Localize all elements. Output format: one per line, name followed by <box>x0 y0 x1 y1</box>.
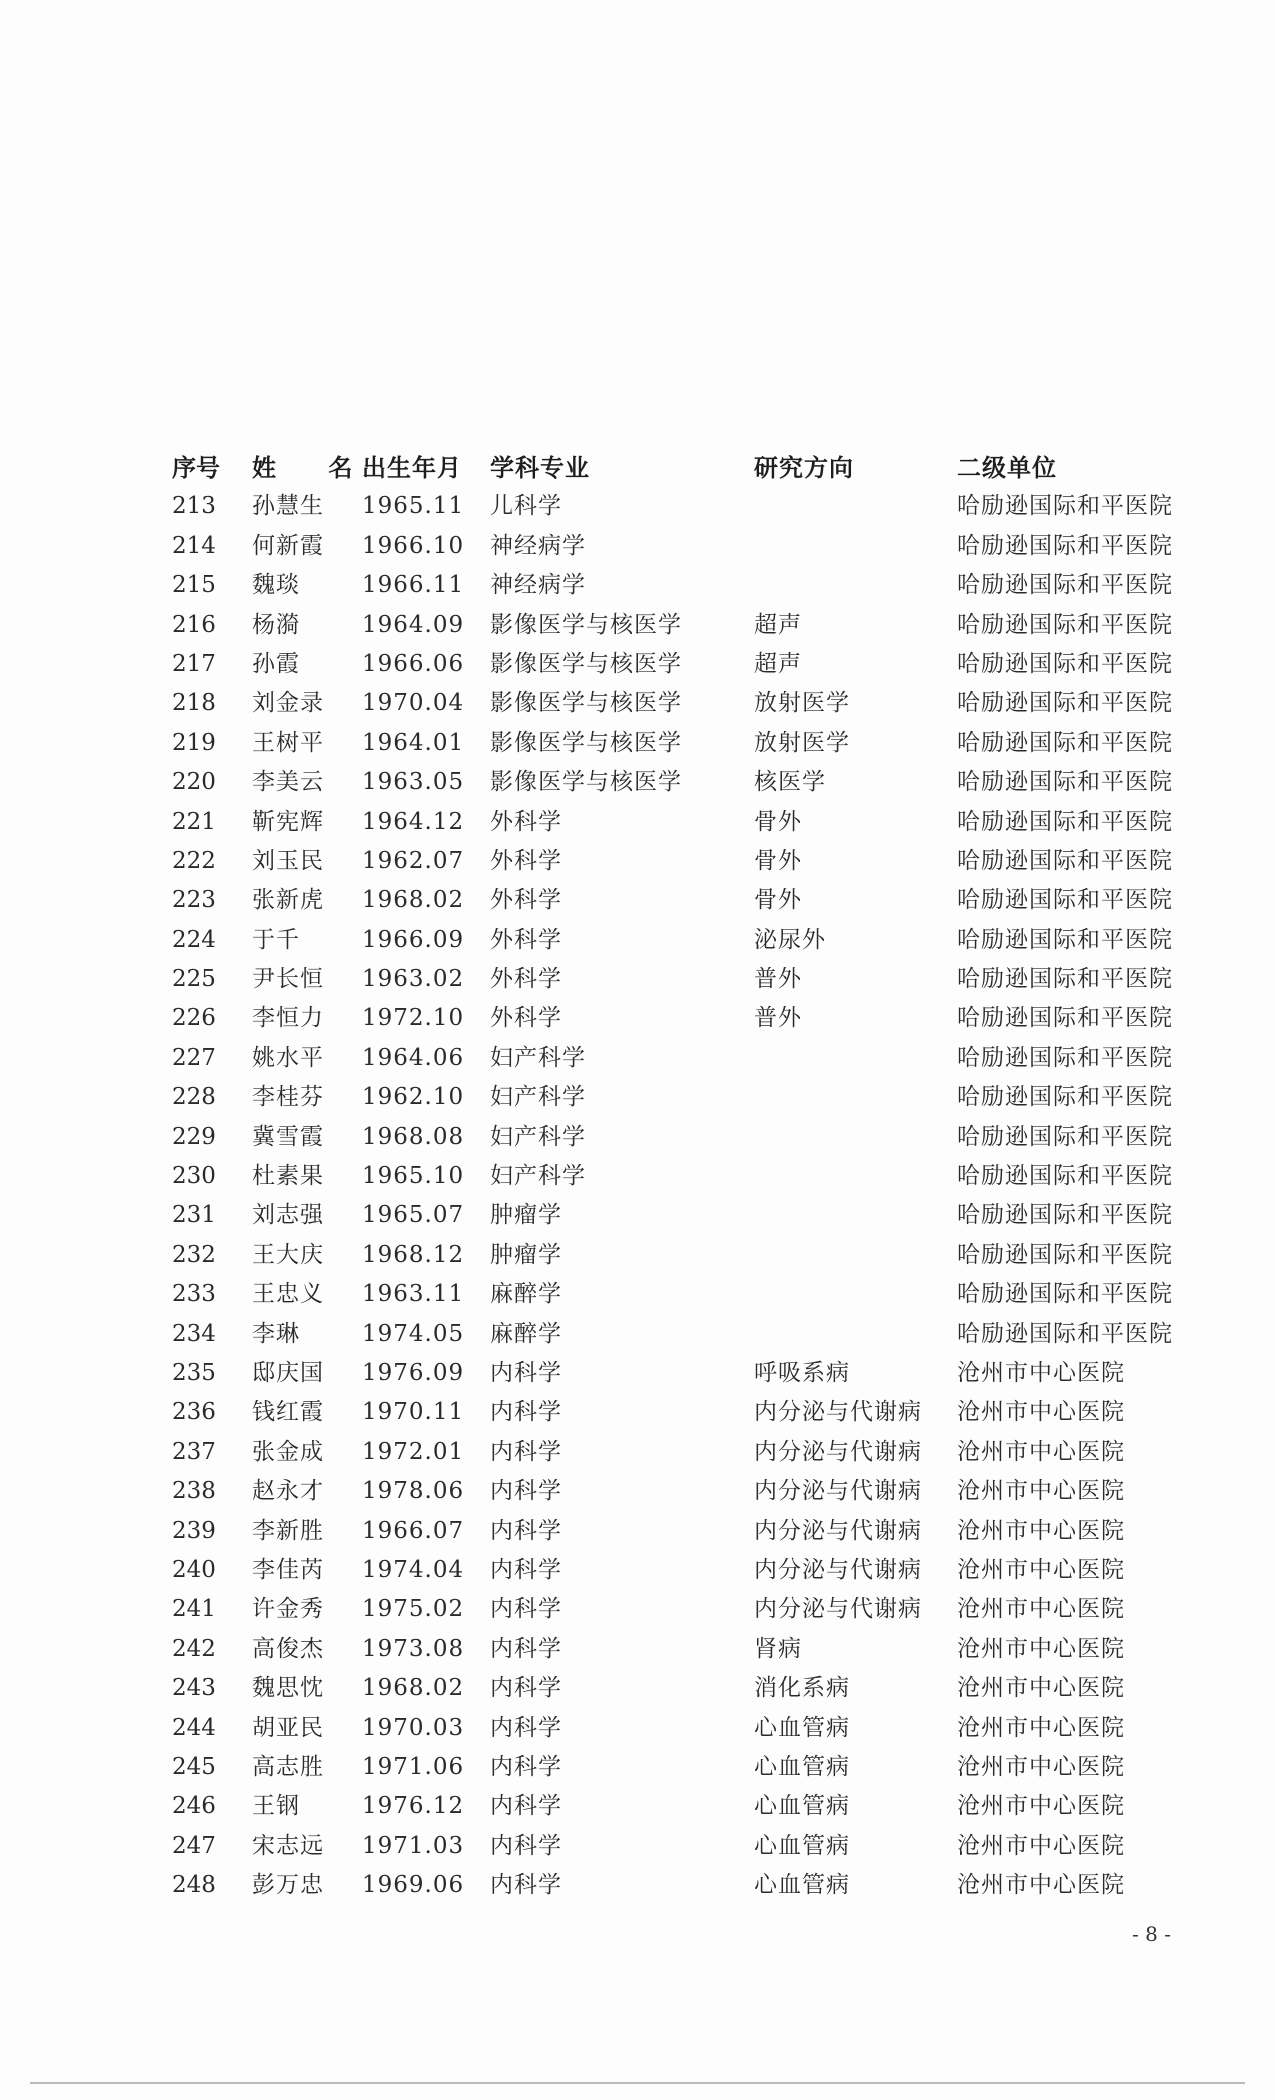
cell-unit: 哈励逊国际和平医院 <box>957 769 1173 796</box>
table-row <box>172 1669 1192 1708</box>
cell-unit: 哈励逊国际和平医院 <box>957 729 1173 756</box>
table-row <box>172 1551 1192 1590</box>
cell-unit: 沧州市中心医院 <box>957 1478 1125 1505</box>
cell-name: 赵永才 <box>252 1478 324 1505</box>
cell-name: 何新霞 <box>252 532 324 559</box>
cell-num: 235 <box>172 1359 216 1386</box>
cell-name: 邸庆国 <box>252 1359 324 1386</box>
cell-name: 宋志远 <box>252 1832 324 1859</box>
cell-num: 214 <box>172 532 216 559</box>
cell-name: 杨漪 <box>252 611 300 638</box>
cell-birth: 1968.12 <box>362 1241 465 1268</box>
cell-direction: 泌尿外 <box>754 926 826 953</box>
cell-birth: 1962.07 <box>362 847 465 874</box>
cell-unit: 哈励逊国际和平医院 <box>957 650 1173 677</box>
table-row <box>172 763 1192 802</box>
cell-direction: 心血管病 <box>754 1793 850 1820</box>
table-row <box>172 881 1192 920</box>
table-row <box>172 566 1192 605</box>
cell-birth: 1963.02 <box>362 966 465 993</box>
cell-name: 胡亚民 <box>252 1714 324 1741</box>
cell-field: 内科学 <box>490 1438 562 1465</box>
cell-field: 外科学 <box>490 808 562 835</box>
cell-field: 影像医学与核医学 <box>490 769 682 796</box>
cell-unit: 哈励逊国际和平医院 <box>957 926 1173 953</box>
table-row <box>172 1078 1192 1117</box>
bottom-divider <box>30 2082 1245 2084</box>
cell-birth: 1972.10 <box>362 1005 465 1032</box>
cell-birth: 1969.06 <box>362 1872 465 1899</box>
cell-name: 高志胜 <box>252 1753 324 1780</box>
header-num: 序号 <box>172 453 220 482</box>
cell-direction: 骨外 <box>754 887 802 914</box>
table-row <box>172 1787 1192 1826</box>
cell-field: 神经病学 <box>490 532 586 559</box>
header-name: 姓 名 <box>252 453 375 482</box>
cell-direction: 超声 <box>754 611 802 638</box>
cell-field: 影像医学与核医学 <box>490 611 682 638</box>
cell-unit: 哈励逊国际和平医院 <box>957 887 1173 914</box>
cell-num: 244 <box>172 1714 216 1741</box>
cell-birth: 1970.11 <box>362 1399 465 1426</box>
cell-field: 内科学 <box>490 1872 562 1899</box>
cell-field: 内科学 <box>490 1832 562 1859</box>
cell-direction: 心血管病 <box>754 1714 850 1741</box>
cell-unit: 哈励逊国际和平医院 <box>957 1123 1173 1150</box>
cell-field: 内科学 <box>490 1753 562 1780</box>
cell-name: 李新胜 <box>252 1517 324 1544</box>
cell-field: 影像医学与核医学 <box>490 729 682 756</box>
cell-num: 225 <box>172 966 216 993</box>
cell-name: 李桂芬 <box>252 1084 324 1111</box>
cell-name: 孙霞 <box>252 650 300 677</box>
cell-unit: 哈励逊国际和平医院 <box>957 1163 1173 1190</box>
cell-direction: 内分泌与代谢病 <box>754 1478 922 1505</box>
cell-name: 钱红霞 <box>252 1399 324 1426</box>
cell-name: 姚水平 <box>252 1044 324 1071</box>
table-row <box>172 487 1192 526</box>
table-row <box>172 999 1192 1038</box>
cell-direction: 放射医学 <box>754 729 850 756</box>
cell-num: 220 <box>172 769 216 796</box>
cell-num: 229 <box>172 1123 216 1150</box>
table-row <box>172 1118 1192 1157</box>
cell-num: 226 <box>172 1005 216 1032</box>
cell-direction: 心血管病 <box>754 1832 850 1859</box>
cell-field: 外科学 <box>490 966 562 993</box>
cell-birth: 1970.04 <box>362 690 465 717</box>
cell-name: 王树平 <box>252 729 324 756</box>
cell-birth: 1966.10 <box>362 532 465 559</box>
header-direction: 研究方向 <box>754 453 854 482</box>
cell-name: 张金成 <box>252 1438 324 1465</box>
cell-birth: 1966.07 <box>362 1517 465 1544</box>
cell-birth: 1975.02 <box>362 1596 465 1623</box>
cell-num: 216 <box>172 611 216 638</box>
cell-unit: 哈励逊国际和平医院 <box>957 1044 1173 1071</box>
cell-name: 尹长恒 <box>252 966 324 993</box>
cell-num: 236 <box>172 1399 216 1426</box>
page-number: - 8 - <box>1132 1922 1171 1946</box>
cell-direction: 普外 <box>754 1005 802 1032</box>
cell-field: 麻醉学 <box>490 1281 562 1308</box>
cell-name: 李美云 <box>252 769 324 796</box>
cell-name: 杜素果 <box>252 1163 324 1190</box>
cell-unit: 哈励逊国际和平医院 <box>957 1005 1173 1032</box>
table-row <box>172 1630 1192 1669</box>
cell-birth: 1971.03 <box>362 1832 465 1859</box>
cell-unit: 哈励逊国际和平医院 <box>957 1320 1173 1347</box>
table-row <box>172 1433 1192 1472</box>
header-field: 学科专业 <box>490 453 590 482</box>
cell-num: 240 <box>172 1556 216 1583</box>
cell-num: 227 <box>172 1044 216 1071</box>
cell-num: 222 <box>172 847 216 874</box>
table-row <box>172 1590 1192 1629</box>
table-header-row <box>172 448 1192 487</box>
cell-num: 243 <box>172 1675 216 1702</box>
cell-direction: 超声 <box>754 650 802 677</box>
table-row <box>172 527 1192 566</box>
cell-unit: 哈励逊国际和平医院 <box>957 1281 1173 1308</box>
cell-name: 彭万忠 <box>252 1872 324 1899</box>
cell-name: 张新虎 <box>252 887 324 914</box>
cell-unit: 哈励逊国际和平医院 <box>957 847 1173 874</box>
cell-name: 刘玉民 <box>252 847 324 874</box>
cell-birth: 1968.02 <box>362 887 465 914</box>
table-row <box>172 1512 1192 1551</box>
cell-unit: 沧州市中心医院 <box>957 1517 1125 1544</box>
cell-direction: 呼吸系病 <box>754 1359 850 1386</box>
cell-direction: 心血管病 <box>754 1872 850 1899</box>
cell-direction: 内分泌与代谢病 <box>754 1556 922 1583</box>
cell-num: 238 <box>172 1478 216 1505</box>
cell-birth: 1964.06 <box>362 1044 465 1071</box>
cell-num: 239 <box>172 1517 216 1544</box>
table-row <box>172 1709 1192 1748</box>
cell-field: 妇产科学 <box>490 1044 586 1071</box>
cell-field: 内科学 <box>490 1399 562 1426</box>
cell-name: 刘金录 <box>252 690 324 717</box>
cell-unit: 沧州市中心医院 <box>957 1832 1125 1859</box>
cell-field: 内科学 <box>490 1556 562 1583</box>
cell-num: 231 <box>172 1202 216 1229</box>
cell-direction: 骨外 <box>754 808 802 835</box>
cell-field: 妇产科学 <box>490 1084 586 1111</box>
table-row <box>172 1748 1192 1787</box>
table-row <box>172 1472 1192 1511</box>
cell-num: 237 <box>172 1438 216 1465</box>
cell-field: 妇产科学 <box>490 1123 586 1150</box>
cell-birth: 1976.09 <box>362 1359 465 1386</box>
cell-unit: 哈励逊国际和平医院 <box>957 611 1173 638</box>
cell-unit: 哈励逊国际和平医院 <box>957 572 1173 599</box>
table-row <box>172 1315 1192 1354</box>
cell-direction: 内分泌与代谢病 <box>754 1596 922 1623</box>
cell-field: 神经病学 <box>490 572 586 599</box>
cell-unit: 沧州市中心医院 <box>957 1438 1125 1465</box>
cell-num: 245 <box>172 1753 216 1780</box>
cell-field: 内科学 <box>490 1359 562 1386</box>
cell-name: 李恒力 <box>252 1005 324 1032</box>
cell-unit: 沧州市中心医院 <box>957 1635 1125 1662</box>
cell-birth: 1963.11 <box>362 1281 465 1308</box>
cell-field: 影像医学与核医学 <box>490 650 682 677</box>
cell-birth: 1966.11 <box>362 572 465 599</box>
cell-birth: 1965.11 <box>362 493 465 520</box>
table-row <box>172 1157 1192 1196</box>
cell-field: 麻醉学 <box>490 1320 562 1347</box>
table-row <box>172 1827 1192 1866</box>
cell-direction: 放射医学 <box>754 690 850 717</box>
table-row <box>172 684 1192 723</box>
cell-num: 241 <box>172 1596 216 1623</box>
cell-num: 248 <box>172 1872 216 1899</box>
cell-num: 221 <box>172 808 216 835</box>
cell-birth: 1974.04 <box>362 1556 465 1583</box>
cell-name: 李琳 <box>252 1320 300 1347</box>
cell-direction: 核医学 <box>754 769 826 796</box>
cell-num: 217 <box>172 650 216 677</box>
cell-birth: 1966.06 <box>362 650 465 677</box>
cell-birth: 1971.06 <box>362 1753 465 1780</box>
roster-table <box>172 448 1192 1905</box>
cell-name: 高俊杰 <box>252 1635 324 1662</box>
cell-unit: 沧州市中心医院 <box>957 1675 1125 1702</box>
cell-name: 魏琰 <box>252 572 300 599</box>
cell-name: 许金秀 <box>252 1596 324 1623</box>
cell-unit: 哈励逊国际和平医院 <box>957 1241 1173 1268</box>
cell-birth: 1973.08 <box>362 1635 465 1662</box>
cell-unit: 哈励逊国际和平医院 <box>957 1084 1173 1111</box>
cell-num: 219 <box>172 729 216 756</box>
cell-num: 230 <box>172 1163 216 1190</box>
cell-num: 213 <box>172 493 216 520</box>
cell-birth: 1963.05 <box>362 769 465 796</box>
cell-field: 妇产科学 <box>490 1163 586 1190</box>
cell-direction: 内分泌与代谢病 <box>754 1399 922 1426</box>
cell-num: 224 <box>172 926 216 953</box>
table-row <box>172 960 1192 999</box>
cell-name: 刘志强 <box>252 1202 324 1229</box>
header-birth: 出生年月 <box>362 453 462 482</box>
cell-field: 内科学 <box>490 1517 562 1544</box>
cell-unit: 哈励逊国际和平医院 <box>957 1202 1173 1229</box>
cell-birth: 1966.09 <box>362 926 465 953</box>
cell-unit: 沧州市中心医院 <box>957 1399 1125 1426</box>
cell-birth: 1965.07 <box>362 1202 465 1229</box>
cell-name: 王忠义 <box>252 1281 324 1308</box>
table-row <box>172 1236 1192 1275</box>
cell-direction: 内分泌与代谢病 <box>754 1517 922 1544</box>
cell-field: 内科学 <box>490 1596 562 1623</box>
cell-field: 儿科学 <box>490 493 562 520</box>
cell-num: 233 <box>172 1281 216 1308</box>
cell-birth: 1968.02 <box>362 1675 465 1702</box>
cell-unit: 沧州市中心医院 <box>957 1872 1125 1899</box>
table-row <box>172 921 1192 960</box>
cell-unit: 沧州市中心医院 <box>957 1793 1125 1820</box>
cell-unit: 沧州市中心医院 <box>957 1753 1125 1780</box>
cell-unit: 沧州市中心医院 <box>957 1359 1125 1386</box>
table-row <box>172 606 1192 645</box>
cell-name: 王大庆 <box>252 1241 324 1268</box>
cell-field: 内科学 <box>490 1635 562 1662</box>
cell-unit: 沧州市中心医院 <box>957 1596 1125 1623</box>
table-body <box>172 487 1192 1905</box>
table-row <box>172 1039 1192 1078</box>
cell-num: 234 <box>172 1320 216 1347</box>
cell-name: 魏思忱 <box>252 1675 324 1702</box>
cell-num: 232 <box>172 1241 216 1268</box>
cell-birth: 1968.08 <box>362 1123 465 1150</box>
header-unit: 二级单位 <box>957 453 1057 482</box>
cell-field: 肿瘤学 <box>490 1241 562 1268</box>
cell-unit: 哈励逊国际和平医院 <box>957 808 1173 835</box>
cell-field: 外科学 <box>490 887 562 914</box>
cell-direction: 肾病 <box>754 1635 802 1662</box>
cell-name: 李佳芮 <box>252 1556 324 1583</box>
cell-unit: 哈励逊国际和平医院 <box>957 532 1173 559</box>
cell-field: 外科学 <box>490 1005 562 1032</box>
cell-field: 内科学 <box>490 1793 562 1820</box>
table-row <box>172 1275 1192 1314</box>
cell-name: 冀雪霞 <box>252 1123 324 1150</box>
cell-unit: 沧州市中心医院 <box>957 1714 1125 1741</box>
table-row <box>172 1354 1192 1393</box>
cell-num: 228 <box>172 1084 216 1111</box>
cell-birth: 1965.10 <box>362 1163 465 1190</box>
cell-field: 内科学 <box>490 1675 562 1702</box>
cell-name: 于千 <box>252 926 300 953</box>
cell-birth: 1970.03 <box>362 1714 465 1741</box>
cell-num: 247 <box>172 1832 216 1859</box>
cell-field: 影像医学与核医学 <box>490 690 682 717</box>
table-row <box>172 1393 1192 1432</box>
cell-name: 靳宪辉 <box>252 808 324 835</box>
cell-birth: 1964.01 <box>362 729 465 756</box>
cell-birth: 1962.10 <box>362 1084 465 1111</box>
cell-direction: 内分泌与代谢病 <box>754 1438 922 1465</box>
cell-direction: 普外 <box>754 966 802 993</box>
table-row <box>172 1866 1192 1905</box>
cell-unit: 哈励逊国际和平医院 <box>957 690 1173 717</box>
cell-birth: 1964.12 <box>362 808 465 835</box>
cell-name: 孙慧生 <box>252 493 324 520</box>
cell-num: 246 <box>172 1793 216 1820</box>
cell-field: 外科学 <box>490 847 562 874</box>
cell-field: 内科学 <box>490 1478 562 1505</box>
table-row <box>172 1196 1192 1235</box>
cell-direction: 心血管病 <box>754 1753 850 1780</box>
cell-birth: 1964.09 <box>362 611 465 638</box>
cell-num: 218 <box>172 690 216 717</box>
cell-field: 外科学 <box>490 926 562 953</box>
cell-num: 223 <box>172 887 216 914</box>
table-row <box>172 724 1192 763</box>
table-row <box>172 645 1192 684</box>
cell-name: 王钢 <box>252 1793 300 1820</box>
cell-unit: 哈励逊国际和平医院 <box>957 966 1173 993</box>
cell-unit: 哈励逊国际和平医院 <box>957 493 1173 520</box>
table-row <box>172 842 1192 881</box>
cell-birth: 1976.12 <box>362 1793 465 1820</box>
cell-num: 242 <box>172 1635 216 1662</box>
cell-direction: 消化系病 <box>754 1675 850 1702</box>
cell-birth: 1974.05 <box>362 1320 465 1347</box>
cell-birth: 1972.01 <box>362 1438 465 1465</box>
cell-unit: 沧州市中心医院 <box>957 1556 1125 1583</box>
cell-field: 内科学 <box>490 1714 562 1741</box>
cell-direction: 骨外 <box>754 847 802 874</box>
cell-birth: 1978.06 <box>362 1478 465 1505</box>
cell-num: 215 <box>172 572 216 599</box>
table-row <box>172 803 1192 842</box>
cell-field: 肿瘤学 <box>490 1202 562 1229</box>
